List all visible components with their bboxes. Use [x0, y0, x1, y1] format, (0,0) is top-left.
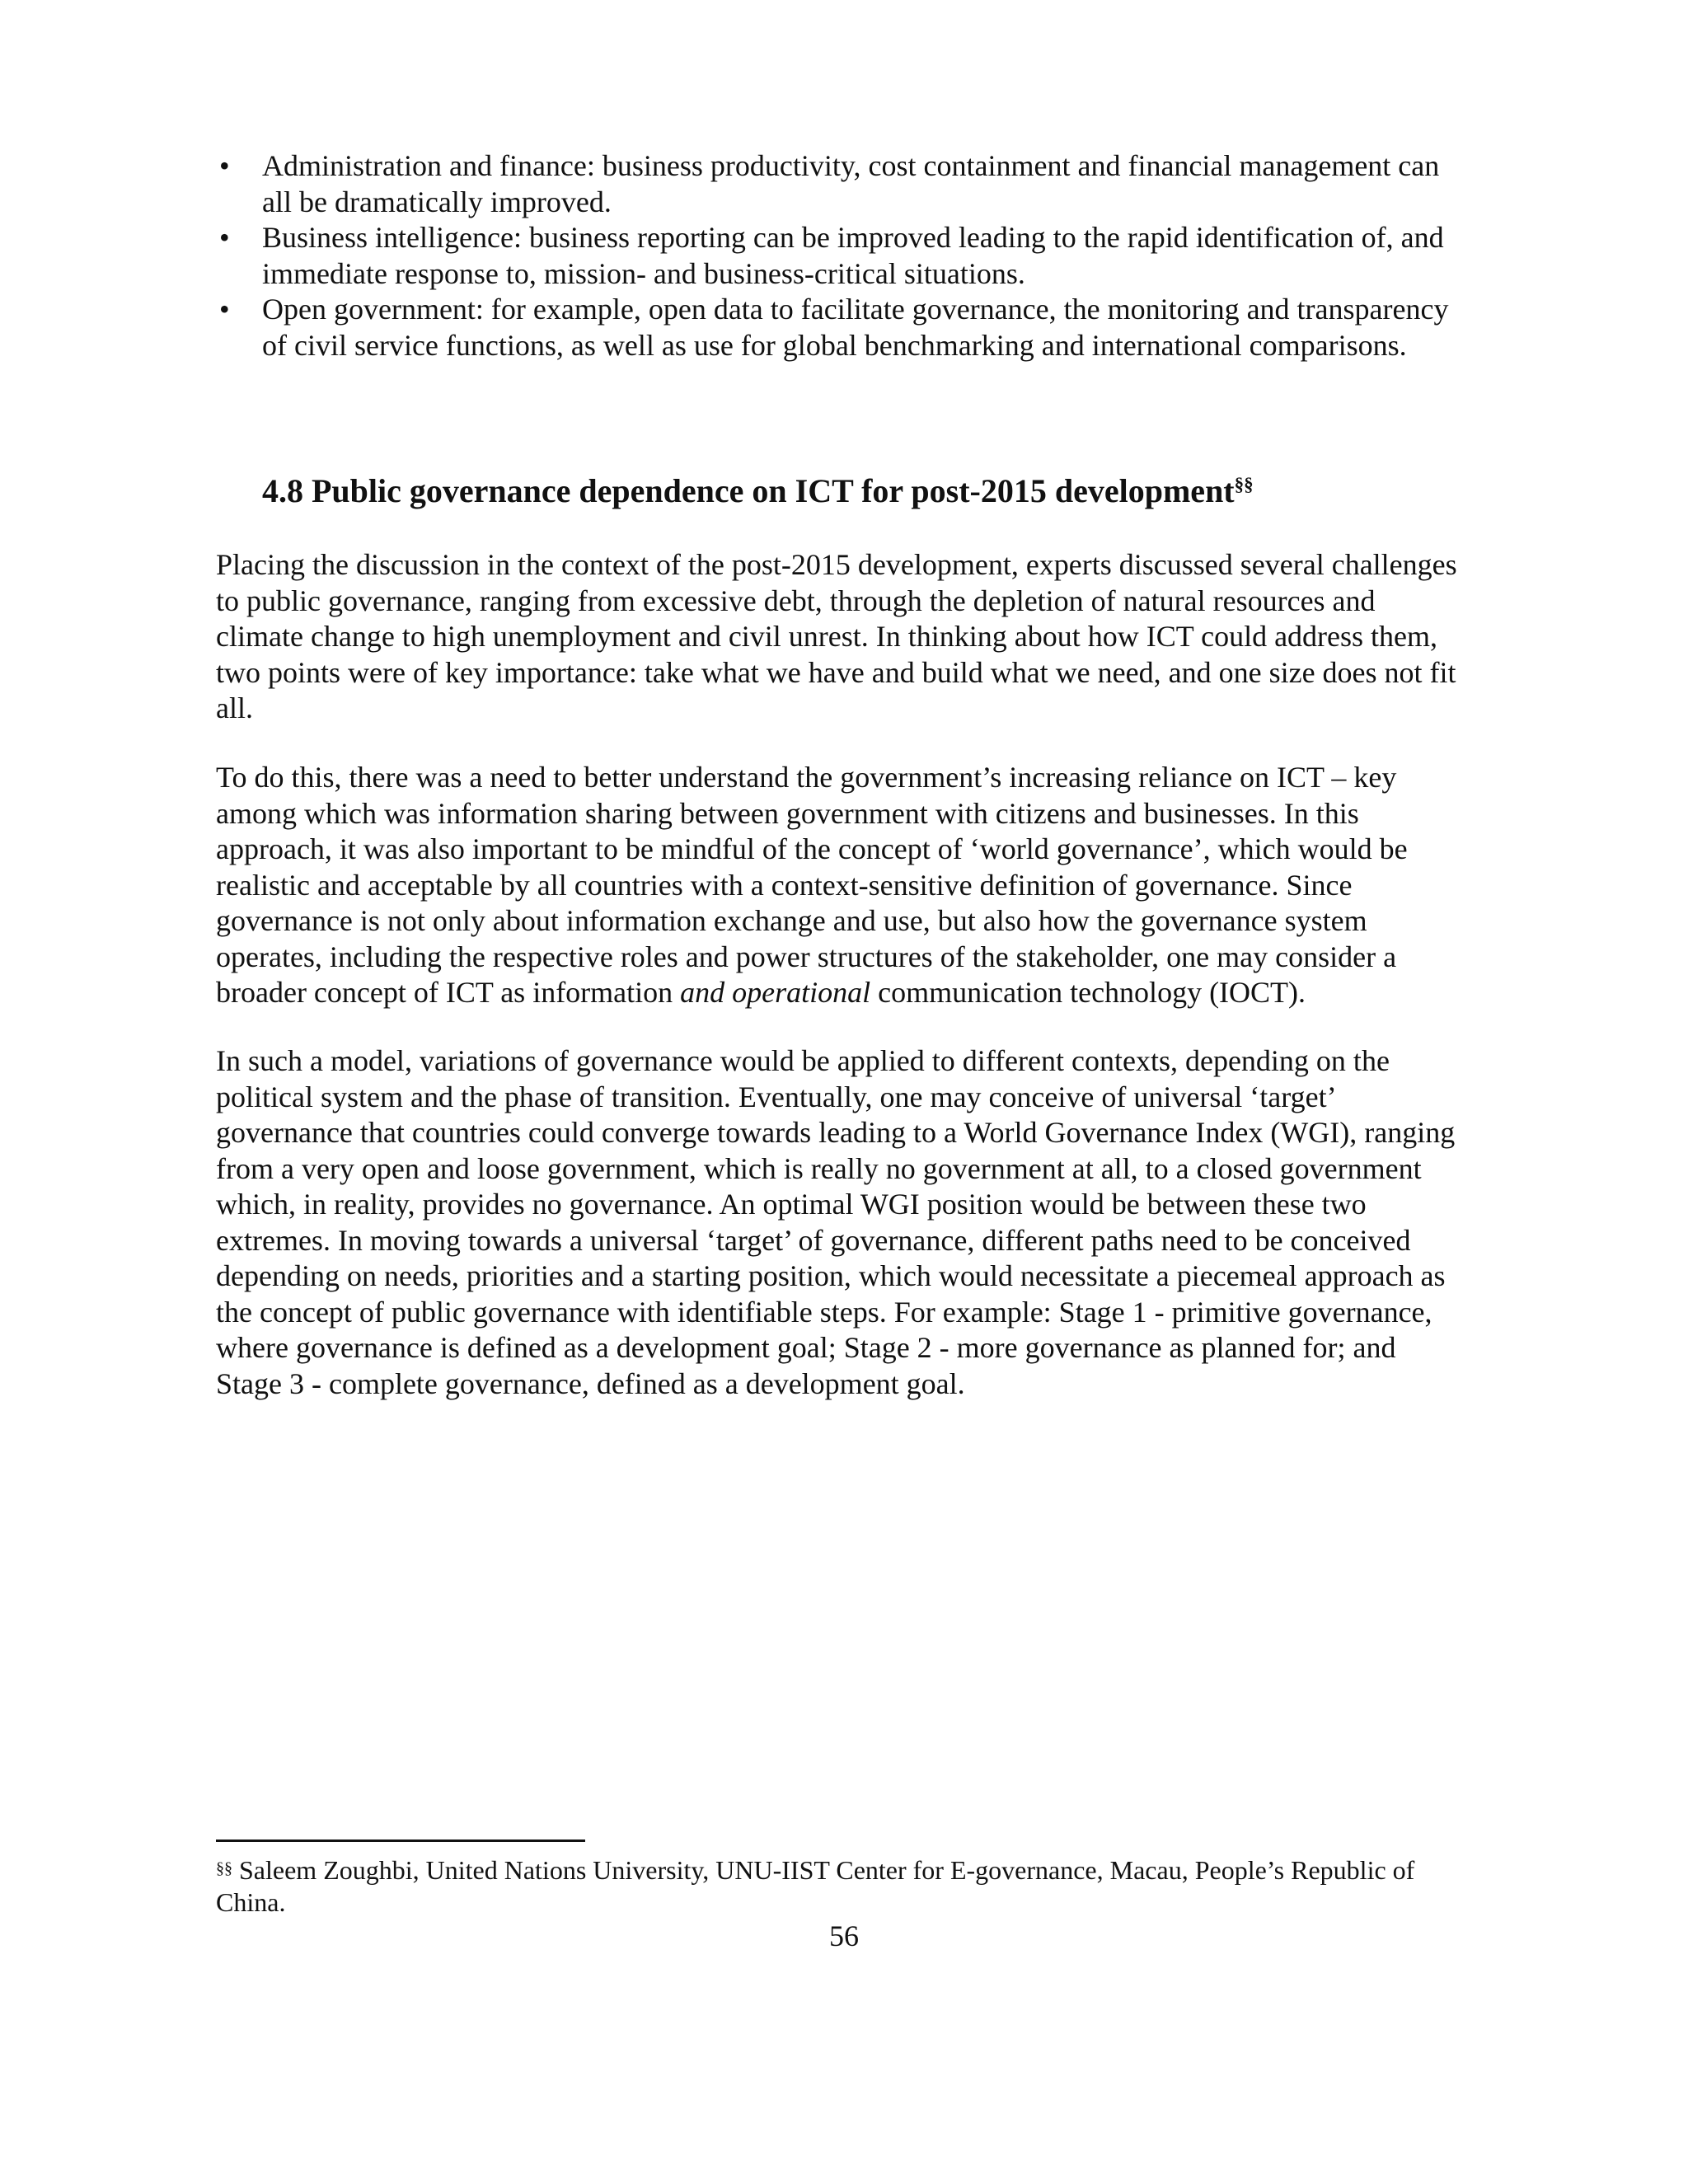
section-heading — [262, 468, 1498, 514]
footnote-marker: §§ — [216, 1859, 232, 1877]
paragraph-text: communication technology (IOCT). — [870, 976, 1306, 1009]
bullet-text: Open government: for example, open data to facilitate governance, the monitoring and transparency of civil service functions, as well as use for global benchmarking and international comparisons. — [262, 293, 1449, 362]
paragraph-ict-reliance — [216, 760, 1469, 1011]
list-item — [216, 292, 1469, 363]
paragraph-context: Placing the discussion in the context of the post-2015 development, experts discussed several challenges to public governance, ranging from excessive debt, through the depletion of natural resources and climate change to high unemployment and civil unrest. In thinking about how ICT could address them, two points were of key importance: take what we have and build what we need, and one size does not fit all. — [216, 548, 1457, 724]
section-heading-text: 4.8 Public governance dependence on ICT for post-2015 development — [262, 472, 1235, 509]
page-number: 56 — [829, 1919, 859, 1952]
footnote-text: Saleem Zoughbi, United Nations University, UNU-IIST Center for E-governance, Macau, People’s Republic of China. — [216, 1855, 1415, 1917]
bullet-icon: • — [219, 149, 230, 182]
footnote-reference[interactable]: §§ — [1234, 474, 1254, 494]
paragraph-governance-model: In such a model, variations of governance would be applied to different contexts, depending on the political system and the phase of transition. Eventually, one may conceive of universal ‘target’ governance that countries could converge towards leading to a World Governance Index (WGI), ranging from a very open and loose government, which is really no government at all, to a closed government which, in reality, provides no governance. An optimal WGI position would be between these two extremes. In moving towards a universal ‘target’ of governance, different paths need to be conceived depending on needs, priorities and a starting position, which would necessitate a piecemeal approach as the concept of public governance with identifiable steps. For example: Stage 1 - primitive governance, where governance is defined as a development goal; Stage 2 - more governance as planned for; and Stage 3 - complete governance, defined as a development goal. — [216, 1044, 1456, 1400]
bullet-text: Administration and finance: business productivity, cost containment and financial management can all be dramatically improved. — [262, 149, 1440, 218]
list-item — [216, 220, 1469, 292]
italic-emphasis: and operational — [680, 976, 871, 1009]
paragraph-text: To do this, there was a need to better understand the government’s increasing reliance on ICT – key among which was information sharing between government with citizens and businesses. In this approach, it was also important to be mindful of the concept of ‘world governance’, which would be realistic and acceptable by all countries with a context-sensitive definition of governance. Since governance is not only about information exchange and use, but also how the governance system operates, including the respective roles and power structures of the stakeholder, one may consider a broader concept of ICT as information — [216, 761, 1408, 1009]
bullet-icon: • — [219, 293, 230, 326]
footnote-divider — [216, 1840, 585, 1842]
bullet-icon: • — [219, 221, 230, 254]
bullet-text: Business intelligence: business reporting can be improved leading to the rapid identification of, and immediate response to, mission- and business-critical situations. — [262, 221, 1444, 290]
list-item — [216, 148, 1469, 220]
footnote — [216, 1854, 1469, 1919]
bullet-list — [216, 148, 1469, 363]
